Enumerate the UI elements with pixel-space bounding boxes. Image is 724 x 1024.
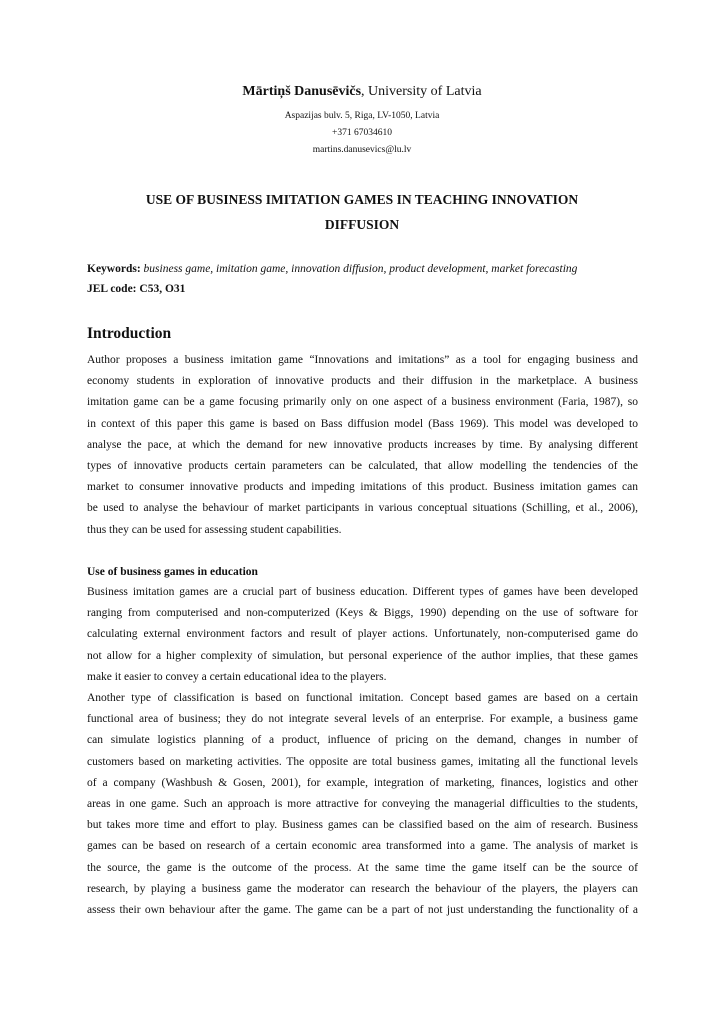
text-line: make it easier to convey a certain educational idea to the players. xyxy=(87,670,387,683)
keywords xyxy=(87,263,637,275)
author-name: Mārtiņš Danusēvičs xyxy=(242,84,362,99)
jel-code: JEL code: C53, O31 xyxy=(87,283,186,295)
text-line: research, by playing a business game the moderator can research the behaviour of the players, the players can xyxy=(87,882,638,895)
text-line: customers based on marketing activities. The opposite are total business games, imitating all the functional levels xyxy=(87,755,638,768)
text-line: functional area of business; they do not integrate several levels of an enterprise. For example, a business game xyxy=(87,713,638,726)
author-address: Aspazijas bulv. 5, Riga, LV-1050, Latvia xyxy=(284,111,440,121)
text-line: thus they can be used for assessing student capabilities. xyxy=(87,523,342,536)
author-email: martins.danusevics@lu.lv xyxy=(312,145,412,155)
text-line: assess their own behaviour after the game. The game can be a part of not just understanding the functionality of a xyxy=(87,904,638,916)
paper-title-line-2: DIFFUSION xyxy=(324,217,400,232)
text-line: be used to analyse the behaviour of market participants in various conceptual situations (Schilling, et al., 2006), xyxy=(87,502,638,515)
section-heading-introduction: Introduction xyxy=(87,325,172,342)
text-line: Author proposes a business imitation game “Innovations and imitations” as a tool for engaging business and xyxy=(87,354,638,366)
text-line: areas in one game. Such an approach is more attractive for conveying the managerial difficulties to the students, xyxy=(87,798,638,810)
keywords-text: business game, imitation game, innovation diffusion, product development, market forecasting xyxy=(140,263,578,275)
text-line: not allow for a higher complexity of simulation, but personal experience of the author implies, that these games xyxy=(87,649,638,662)
text-line: of a company (Washbush & Gosen, 2001), for example, integration of marketing, finances, logistics and other xyxy=(87,776,638,789)
text-line: can simulate logistics planning of a product, influence of pricing on the demand, changes in number of xyxy=(87,734,638,747)
text-line: games can be based on research of a certain economic area transformed into a game. The analysis of market is xyxy=(87,840,638,853)
keywords-label: Keywords: xyxy=(87,263,141,275)
text-line: imitation game can be a game focusing primarily only on one aspect of a business environment (Faria, 1987), so xyxy=(87,396,638,409)
text-line: in context of this paper this game is based on Bass diffusion model (Bass 1969). This model was developed to xyxy=(87,417,638,430)
text-line: but takes more time and effort to play. Business games can be classified based on the aim of research. Business xyxy=(87,819,638,832)
text-line: calculating external environment factors and result of player actions. Unfortunately, non-computerised game do xyxy=(87,628,638,641)
section-heading-business-games: Use of business games in education xyxy=(87,566,258,578)
text-line: the source, the game is the outcome of the process. At the same time the game itself can be the source of xyxy=(87,861,638,874)
text-line: types of innovative products certain parameters can be calculated, that allow modelling the tendencies of the xyxy=(87,460,638,472)
text-line: Another type of classification is based on functional imitation. Concept based games are based on a certain xyxy=(87,692,638,704)
text-line: ranging from computerised and non-computerized (Keys & Biggs, 1990) depending on the use of software for xyxy=(87,607,638,620)
author-line xyxy=(0,84,724,100)
text-line: Business imitation games are a crucial part of business education. Different types of games have been developed xyxy=(87,586,638,598)
author-affiliation: , University of Latvia xyxy=(361,84,482,99)
text-line: market to consumer innovative products and impeding imitations of this product. Business imitation games can xyxy=(87,481,638,494)
text-line: economy students in exploration of innovative products and their diffusion in the marketplace. A business xyxy=(87,375,638,388)
text-line: analyse the pace, at which the demand for new innovative products increases by time. By analysing different xyxy=(87,438,638,451)
paper-title-line-1: USE OF BUSINESS IMITATION GAMES IN TEACHING INNOVATION xyxy=(145,192,579,207)
author-phone: +371 67034610 xyxy=(332,128,392,138)
